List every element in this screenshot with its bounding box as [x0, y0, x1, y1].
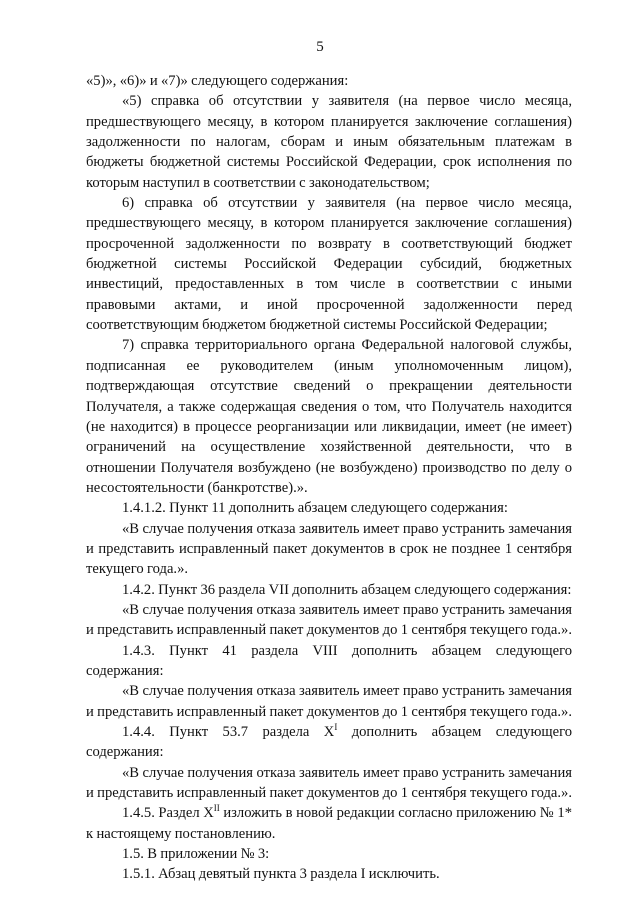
- paragraph: [86, 864, 572, 884]
- paragraph-text: 1.4.4. Пункт 53.7 раздела X: [122, 724, 335, 740]
- paragraph: [86, 193, 572, 335]
- paragraph-text: 1.4.3. Пункт 41 раздела VIII дополнить абзацем следующего содержания:: [86, 642, 572, 679]
- paragraph-text-continued: изложить в новой редакции согласно приложению № 1* к настоящему постановлению.: [86, 805, 572, 842]
- paragraph: [86, 681, 572, 722]
- paragraph-text: 7) справка территориального органа Федеральной налоговой службы, подписанная ее руководителем (иным уполномоченным лицом), подтверждающая отсутствие сведений о прекращении деятельности Получателя, а также содержащая сведения о том, что Получатель находится (не находится) в процессе реорганизации или ликвидации, имеет (не имеет) ограничений на осуществление хозяйственной деятельности, что в отношении Получателя возбуждено (не возбуждено) производство по делу о несостоятельности (банкротстве).».: [86, 337, 572, 496]
- paragraph: [86, 71, 572, 91]
- section-superscript: II: [213, 803, 220, 814]
- paragraph-text: «5)», «6)» и «7)» следующего содержания:: [86, 73, 349, 89]
- paragraph-text: «В случае получения отказа заявитель имеет право устранить замечания и представить исправленный пакет документов до 1 сентября текущего года.».: [86, 764, 573, 802]
- paragraph-text: «5) справка об отсутствии у заявителя (на первое число месяца, предшествующего месяцу, в котором планируется заключение соглашения) задолженности по налогам, сборам и иным обязательным платежам в бюджеты бюджетной системы Российской Федерации, срок исполнения по которым наступил в соответствии с законодательством;: [86, 93, 572, 191]
- paragraph-text: 1.4.1.2. Пункт 11 дополнить абзацем следующего содержания:: [122, 500, 508, 517]
- section-superscript: I: [334, 722, 338, 732]
- paragraph: [86, 641, 572, 682]
- paragraph: [86, 600, 572, 641]
- paragraph: [86, 803, 572, 844]
- paragraph-text: 1.5.1. Абзац девятый пункта 3 раздела I исключить.: [122, 866, 440, 883]
- paragraph-text-continued: дополнить абзацем следующего содержания:: [86, 724, 573, 761]
- paragraph: [86, 722, 572, 763]
- paragraph: [86, 335, 572, 498]
- paragraph: [86, 580, 572, 600]
- paragraph: [86, 763, 572, 804]
- paragraph: [86, 498, 572, 518]
- paragraph: [86, 844, 572, 864]
- paragraph-text: 1.4.2. Пункт 36 раздела VII дополнить абзацем следующего содержания:: [122, 581, 572, 598]
- paragraph: [86, 91, 572, 193]
- paragraph-text: «В случае получения отказа заявитель имеет право устранить замечания и представить исправленный пакет документов в срок не позднее 1 сентября текущего года.».: [86, 520, 572, 578]
- paragraph-text: 6) справка об отсутствии у заявителя (на первое число месяца, предшествующего месяцу, в котором планируется заключение соглашения) просроченной задолженности по возврату в соответствующий бюджет бюджетной системы Российской Федерации субсидий, бюджетных инвестиций, предоставленных в том числе в соответствии с иными правовыми актами, и иной просроченной задолженности перед соответствующим бюджетом бюджетной системы Российской Федерации;: [86, 195, 572, 334]
- document-body: [86, 71, 572, 885]
- paragraph: [86, 519, 572, 580]
- paragraph-text: 1.5. В приложении № 3:: [122, 846, 270, 863]
- paragraph-text: «В случае получения отказа заявитель имеет право устранить замечания и представить исправленный пакет документов до 1 сентября текущего года.».: [86, 601, 573, 639]
- paragraph-text: «В случае получения отказа заявитель имеет право устранить замечания и представить исправленный пакет документов до 1 сентября текущего года.».: [86, 683, 573, 720]
- paragraph-text: 1.4.5. Раздел X: [122, 805, 214, 822]
- page-number: 5: [316, 39, 324, 55]
